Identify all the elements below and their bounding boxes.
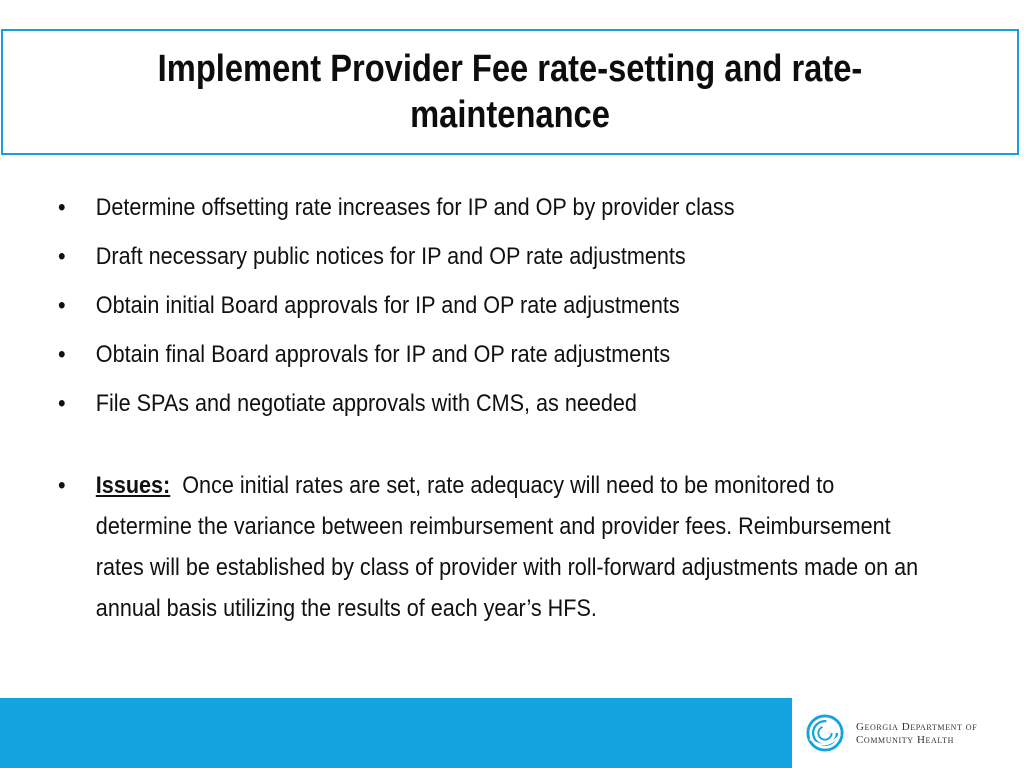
logo-line-1: Georgia Department of bbox=[856, 721, 978, 733]
issues-label: Issues: bbox=[95, 472, 171, 499]
circular-swirl-logo-icon bbox=[806, 714, 844, 752]
bullet-marker: • bbox=[58, 243, 66, 270]
issues-bullet bbox=[58, 465, 936, 629]
bullet-text: Draft necessary public notices for IP and OP rate adjustments bbox=[95, 243, 686, 270]
bullet-text: Obtain final Board approvals for IP and OP rate adjustments bbox=[95, 341, 671, 368]
bullet-item bbox=[58, 237, 958, 277]
bullet-item bbox=[58, 384, 958, 424]
bullet-item bbox=[58, 335, 958, 375]
bullet-item bbox=[58, 286, 958, 326]
bullet-list bbox=[58, 188, 978, 638]
bullet-marker: • bbox=[58, 390, 66, 417]
slide-title: Implement Provider Fee rate-setting and rate- maintenance bbox=[157, 48, 863, 136]
bullet-text: File SPAs and negotiate approvals with CMS, as needed bbox=[95, 390, 637, 417]
bullet-text: Obtain initial Board approvals for IP and OP rate adjustments bbox=[95, 292, 680, 319]
logo-panel bbox=[792, 698, 1024, 768]
bullet-text: Determine offsetting rate increases for IP and OP by provider class bbox=[95, 194, 735, 221]
bullet-marker: • bbox=[58, 194, 66, 221]
bullet-marker: • bbox=[58, 472, 66, 499]
logo-text bbox=[856, 721, 977, 747]
bullet-marker: • bbox=[58, 292, 66, 319]
issues-text: Once initial rates are set, rate adequacy will need to be monitored to determine the variance between reimbursement and provider fees. Reimbursement rates will be established by class of provider with roll-forward adjustments made on an annual basis utilizing the results of each year’s HFS. bbox=[95, 472, 919, 622]
bullet-item bbox=[58, 188, 958, 228]
title-box bbox=[1, 29, 1019, 155]
logo-line-2: Community Health bbox=[856, 734, 954, 746]
bullet-marker: • bbox=[58, 341, 66, 368]
